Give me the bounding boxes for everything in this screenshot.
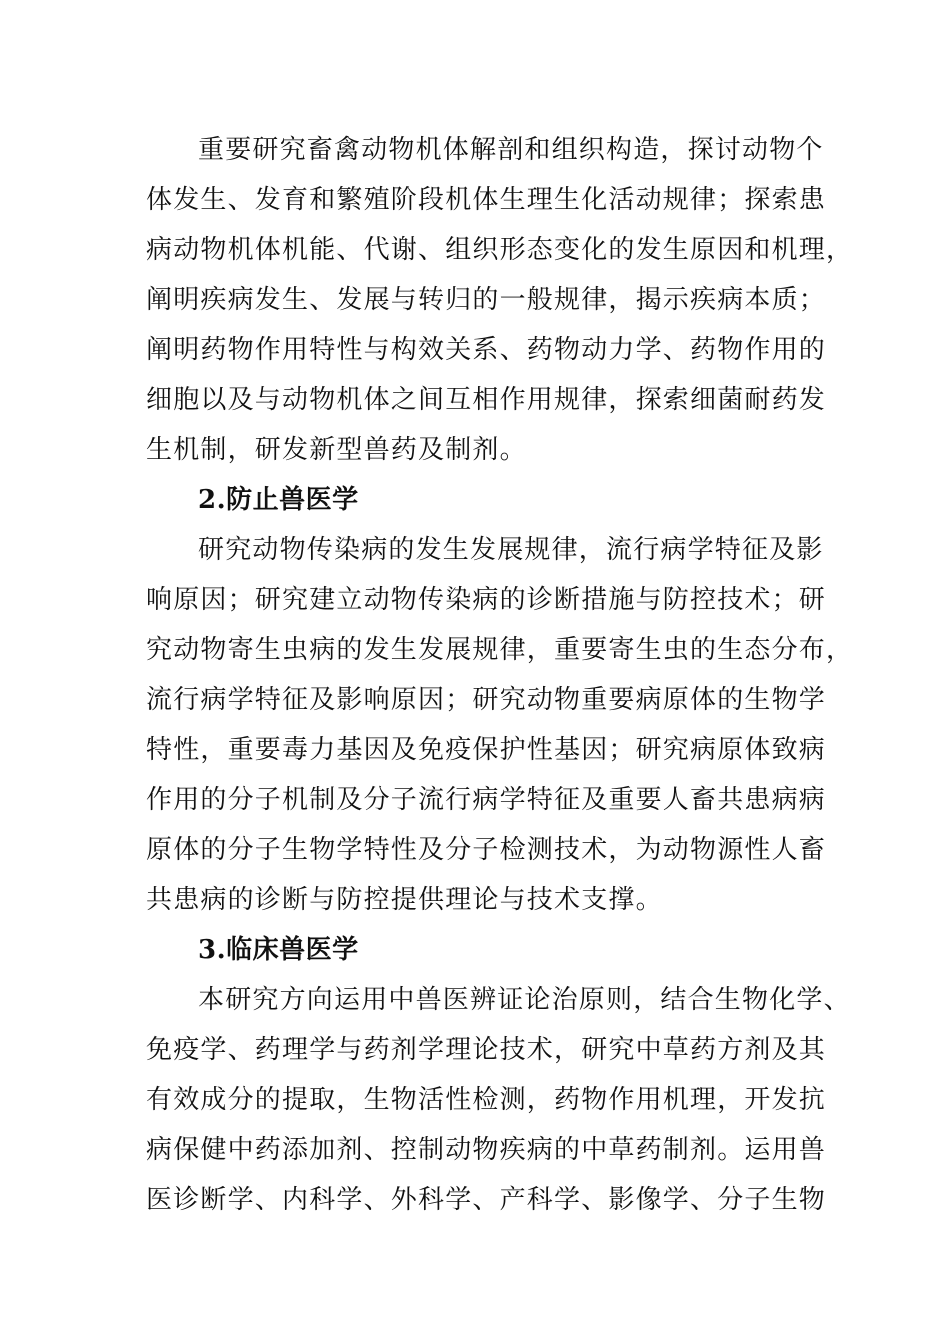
paragraph-line: 研究动物传染病的发生发展规律，流行病学特征及影 [198,535,824,565]
paragraph-line: 细胞以及与动物机体之间互相作用规律，探索细菌耐药发 [146,385,827,415]
paragraph-line: 病动物机体机能、代谢、组织形态变化的发生原因和机理， [146,235,854,265]
paragraph-line: 究动物寄生虫病的发生发展规律，重要寄生虫的生态分布， [146,635,854,665]
paragraph-line: 生机制，研发新型兽药及制剂。 [146,435,527,465]
paragraph-line: 流行病学特征及影响原因；研究动物重要病原体的生物学 [146,685,827,715]
paragraph-line: 重要研究畜禽动物机体解剖和组织构造，探讨动物个 [198,135,824,165]
paragraph-line: 医诊断学、内科学、外科学、产科学、影像学、分子生物 [146,1185,827,1215]
paragraph-line: 免疫学、药理学与药剂学理论技术，研究中草药方剂及其 [146,1035,827,1065]
paragraph-line: 响原因；研究建立动物传染病的诊断措施与防控技术；研 [146,585,827,615]
paragraph-line: 有效成分的提取，生物活性检测，药物作用机理，开发抗 [146,1085,827,1115]
paragraph-line: 原体的分子生物学特性及分子检测技术，为动物源性人畜 [146,835,827,865]
paragraph-line: 病保健中药添加剂、控制动物疾病的中草药制剂。运用兽 [146,1135,827,1165]
paragraph-line: 特性，重要毒力基因及免疫保护性基因；研究病原体致病 [146,735,827,765]
paragraph-line: 体发生、发育和繁殖阶段机体生理生化活动规律；探索患 [146,185,827,215]
section-heading-clinical: 3.临床兽医学 [198,935,359,965]
paragraph-line: 本研究方向运用中兽医辨证论治原则，结合生物化学、 [198,985,851,1015]
paragraph-line: 作用的分子机制及分子流行病学特征及重要人畜共患病病 [146,785,827,815]
paragraph-line: 阐明药物作用特性与构效关系、药物动力学、药物作用的 [146,335,827,365]
section-heading-prevention: 2.防止兽医学 [198,485,359,515]
paragraph-line: 共患病的诊断与防控提供理论与技术支撑。 [146,885,663,915]
paragraph-line: 阐明疾病发生、发展与转归的一般规律，揭示疾病本质； [146,285,827,315]
